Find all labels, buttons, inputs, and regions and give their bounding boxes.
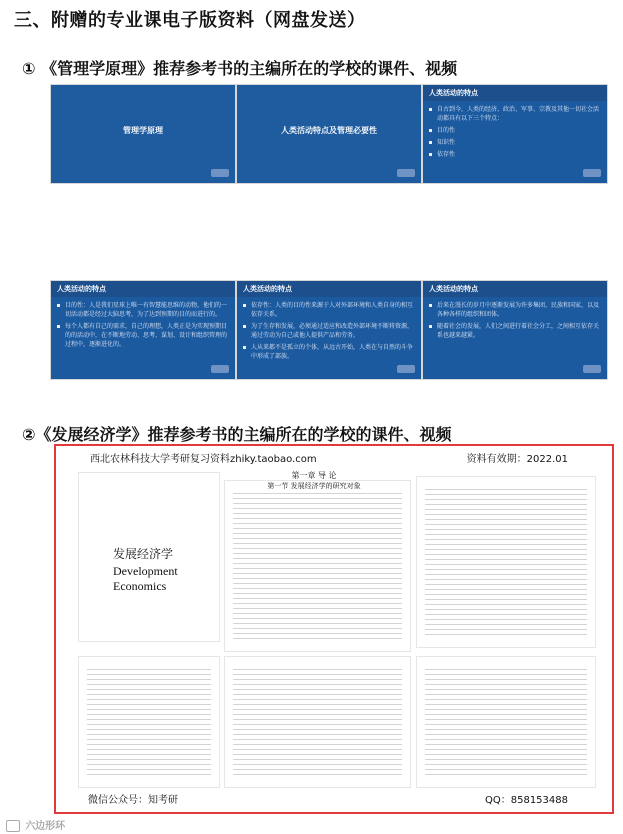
- page-text: [416, 476, 596, 648]
- slide-1: [50, 84, 236, 184]
- slide-4-body: [51, 297, 235, 379]
- slide-3-body: [423, 101, 607, 183]
- slide-3-bullet: 自古到今，人类的经济、政治、军事、宗教及其他一切社会活动都具有以下三个特点：: [437, 106, 600, 122]
- university-logo-icon: [397, 169, 415, 177]
- slide-5-header: 人类活动的特点: [237, 281, 421, 297]
- text-lines: [233, 665, 402, 779]
- slide-3-bullet: 目的性: [437, 126, 601, 135]
- slide-4-bullet: 每个人都有自己的需求，自己的理想，人类正是为实现预期目的的活动中，在不断地劳动、思考、谋划、设计和组织管理的过程中，逐渐进化的。: [65, 323, 228, 348]
- university-logo-icon: [397, 365, 415, 373]
- slide-5-body: [237, 297, 421, 379]
- page-text: [416, 656, 596, 788]
- doc-header-right: 资料有效期：2022.01: [466, 454, 568, 465]
- university-logo-icon: [211, 169, 229, 177]
- item1-title: ① 《管理学原理》推荐参考书的主编所在的学校的课件、视频: [22, 59, 458, 78]
- slide-6-header: 人类活动的特点: [423, 281, 607, 297]
- watermark-text: 六边形环: [25, 821, 66, 832]
- cover-text: [113, 545, 219, 594]
- item2-title: ②《发展经济学》推荐参考书的主编所在的学校的课件、视频: [22, 425, 452, 444]
- page-chapter: [224, 480, 411, 652]
- text-lines: [425, 485, 587, 639]
- slide-4-bullet: 目的性：人是我们星球上唯一有智慧能思维的动物，他们的一切活动都是经过大脑思考，为了达到预期的目的而进行的。: [65, 302, 228, 318]
- watermark: [6, 817, 65, 832]
- text-lines: [425, 665, 587, 779]
- slide-5-bullet: 人从来都不是孤立的个体，从远古开始，人类在与自然的斗争中形成了部族。: [251, 344, 414, 360]
- slide-5-bullet: 依存性：人类的目的性来源于人对外部环境和人类自身的相互依存关系。: [251, 302, 414, 318]
- university-logo-icon: [583, 365, 601, 373]
- section-title: 三、附赠的专业课电子版资料（网盘发送）: [14, 10, 366, 31]
- slide-4: [50, 280, 236, 380]
- doc-footer-right: QQ：858153488: [484, 795, 568, 806]
- doc-header-left: 西北农林科技大学考研复习资料zhiky.taobao.com: [90, 454, 317, 465]
- slide-2-title: 人类活动特点及管理必要性: [281, 126, 377, 135]
- text-lines: [233, 489, 402, 643]
- slide-3: [422, 84, 608, 184]
- text-lines: [87, 665, 211, 779]
- slide-3-bullet: 依存性: [437, 150, 601, 159]
- document-preview: [54, 444, 614, 814]
- page-text: [78, 656, 220, 788]
- university-logo-icon: [583, 169, 601, 177]
- page-cover: [78, 472, 220, 642]
- slide-1-title: 管理学原理: [123, 126, 163, 135]
- university-logo-icon: [211, 365, 229, 373]
- chapter-subheading: 第一节 发展经济学的研究对象: [267, 482, 361, 490]
- chapter-heading: 第一章 导 论: [291, 471, 337, 480]
- slide-2: [236, 84, 422, 184]
- watermark-icon: [6, 820, 20, 832]
- slide-5: [236, 280, 422, 380]
- slide-6: [422, 280, 608, 380]
- slide-4-header: 人类活动的特点: [51, 281, 235, 297]
- slide-6-bullet: 后来在漫长的岁月中逐渐发展为许多集团、民族和国家，以及各种各样的组织和团体。: [437, 302, 600, 318]
- doc-footer-left: 微信公众号：知考研: [88, 795, 178, 806]
- slide-6-bullet: 随着社会的发展，人们之间进行着社会分工，之间相互依存关系也越来越紧。: [437, 323, 600, 339]
- cover-subtitle: Development Economics: [113, 564, 178, 593]
- cover-title: 发展经济学: [113, 547, 174, 561]
- page-text: [224, 656, 411, 788]
- slide-5-bullet: 为了生存和发展，必须通过适应和改造外部环境不断将资源，通过劳动为自己或他人提供产品和劳务。: [251, 323, 414, 339]
- slide-3-bullet: 知识性: [437, 138, 601, 147]
- slide-3-header: 人类活动的特点: [423, 85, 607, 101]
- slide-6-body: [423, 297, 607, 379]
- chapter-title: [224, 470, 404, 491]
